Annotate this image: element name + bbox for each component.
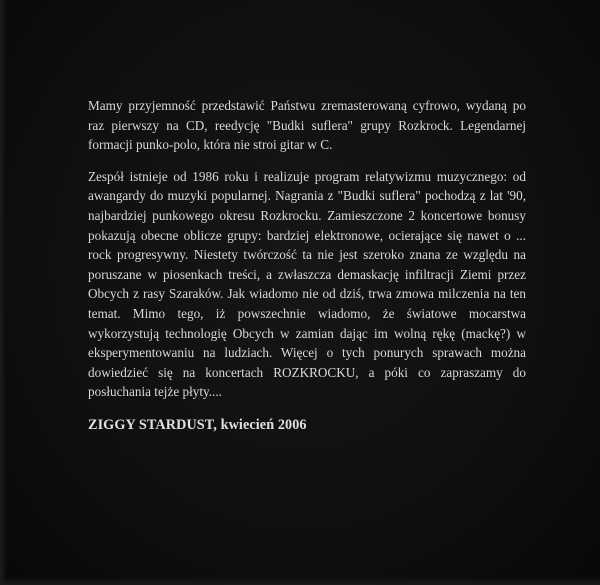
- text-line: Mamy przyjemność przedstawić Państwu zremasterowaną cyfrowo, wydaną po: [88, 98, 526, 113]
- text-line: Obcych z rasy Szaraków. Jak wiadomo nie od dziś, trwa zmowa milczenia na ten: [88, 286, 526, 302]
- text-line: eksperymentowaniu na ludziach. Więcej o tych ponurych sprawach można: [88, 345, 526, 361]
- page-bottom-edge: [0, 577, 600, 585]
- text-line: temat. Mimo tego, iż powszechnie wiadomo, że światowe mocarstwa: [88, 305, 526, 321]
- text-line: formacji punko-polo, która nie stroi gitar w C.: [88, 137, 333, 153]
- text-line: Zespół istnieje od 1986 roku i realizuje program relatywizmu muzycznego: od: [88, 168, 526, 184]
- text-line: najbardziej punkowego okresu Rozkrocku. Zamieszczone 2 koncertowe bonusy: [88, 207, 526, 223]
- intro-paragraph: [88, 96, 526, 155]
- liner-notes: [88, 96, 526, 436]
- text-line: poruszane w piosenkach treści, a zwłaszcza demaskację infiltracji Ziemi przez: [88, 266, 526, 282]
- band-description-paragraph: [88, 167, 526, 402]
- text-line: raz pierwszy na CD, reedycję "Budki suflera" grupy Rozkrock. Legendarnej: [88, 117, 526, 133]
- signature: ZIGGY STARDUST, kwiecień 2006: [88, 416, 307, 433]
- text-line: rock progresywny. Niestety twórczość ta nie jest szeroko znana ze względu na: [88, 247, 526, 263]
- text-line: pokazują obecne oblicze grupy: bardziej elektronowe, ocierające się nawet o ...: [88, 227, 526, 243]
- text-line: awangardy do muzyki popularnej. Nagrania z "Budki suflera" pochodzą z lat '90,: [88, 188, 526, 204]
- text-line: wykorzystują technologię Obcych w zamian dając im wolną rękę (mackę?) w: [88, 325, 526, 341]
- text-line: dowiedzieć się na koncertach ROZKROCKU, a póki co zapraszamy do: [88, 364, 526, 380]
- page-edge: [0, 0, 6, 585]
- text-line: posłuchania tejże płyty....: [88, 384, 222, 400]
